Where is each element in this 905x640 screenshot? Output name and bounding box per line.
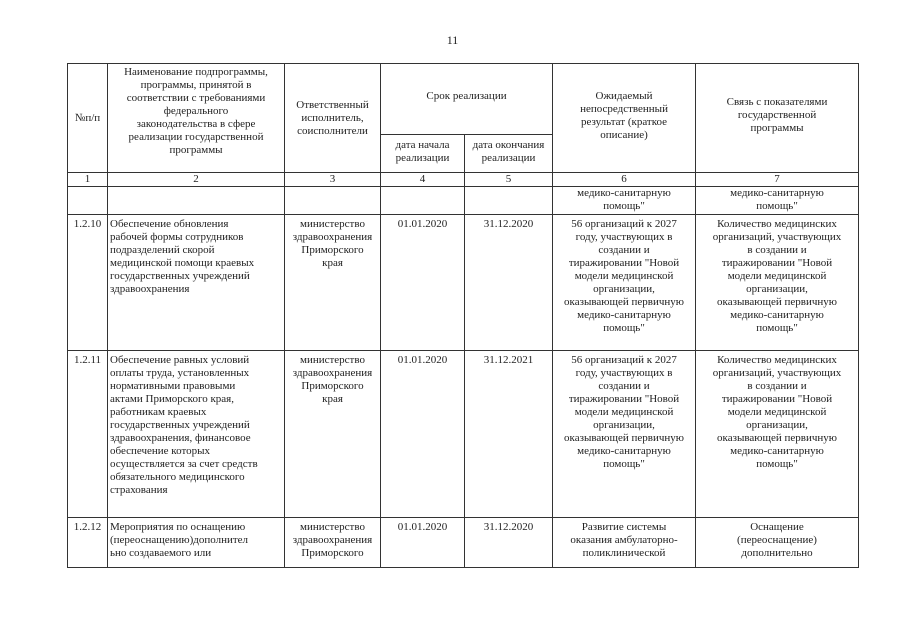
table-row: [68, 518, 859, 568]
continuation-row: [68, 187, 859, 215]
row-num: 1.2.10: [68, 215, 108, 351]
row-name: Обеспечение обновления рабочей формы сотрудников подразделений скорой медицинской помощи краевых государственных учреждений здравоохранения: [108, 215, 285, 351]
page-number: 11: [446, 33, 459, 47]
column-number: 7: [696, 173, 859, 187]
column-number: 6: [553, 173, 696, 187]
row-num: 1.2.12: [68, 518, 108, 568]
cont-empty-executor: [285, 187, 381, 215]
cont-empty-num: [68, 187, 108, 215]
column-number: 2: [108, 173, 285, 187]
row-result: 56 организаций к 2027 году, участвующих в создании и тиражировании "Новой модели медицинской организации, оказывающей первичную медико-санитарную помощь": [553, 215, 696, 351]
row-num: 1.2.11: [68, 351, 108, 518]
header-term: Срок реализации: [381, 64, 553, 135]
cont-empty-start: [381, 187, 465, 215]
cont-link: медико-санитарную помощь": [696, 187, 859, 215]
row-start-date: 01.01.2020: [381, 215, 465, 351]
row-executor: министерство здравоохранения Приморского края: [285, 215, 381, 351]
cont-empty-end: [465, 187, 553, 215]
row-start-date: 01.01.2020: [381, 351, 465, 518]
column-number: 5: [465, 173, 553, 187]
row-name: Мероприятия по оснащению (переоснащению)дополнител ьно создаваемого или: [108, 518, 285, 568]
row-end-date: 31.12.2020: [465, 215, 553, 351]
row-link: Количество медицинских организаций, участвующих в создании и тиражировании "Новой модели медицинской организации, оказывающей первичную медико-санитарную помощь": [696, 215, 859, 351]
row-end-date: 31.12.2021: [465, 351, 553, 518]
header-link: Связь с показателями государственной программы: [696, 64, 859, 173]
row-end-date: 31.12.2020: [465, 518, 553, 568]
cont-result: медико-санитарную помощь": [553, 187, 696, 215]
row-result: 56 организаций к 2027 году, участвующих в создании и тиражировании "Новой модели медицинской организации, оказывающей первичную медико-санитарную помощь": [553, 351, 696, 518]
column-number: 3: [285, 173, 381, 187]
row-executor: министерство здравоохранения Приморского края: [285, 351, 381, 518]
cont-empty-name: [108, 187, 285, 215]
row-link: Количество медицинских организаций, участвующих в создании и тиражировании "Новой модели медицинской организации, оказывающей первичную медико-санитарную помощь": [696, 351, 859, 518]
row-start-date: 01.01.2020: [381, 518, 465, 568]
header-name: Наименование подпрограммы, программы, принятой в соответствии с требованиями федерального законодательства в сфере реализации государственной программы: [108, 64, 285, 173]
row-executor: министерство здравоохранения Приморского: [285, 518, 381, 568]
program-table: [67, 63, 859, 568]
header-row: [68, 64, 859, 135]
column-number: 1: [68, 173, 108, 187]
row-result: Развитие системы оказания амбулаторно- поликлинической: [553, 518, 696, 568]
header-start-date: дата начала реализации: [381, 135, 465, 173]
table-row: [68, 215, 859, 351]
column-number-row: [68, 173, 859, 187]
header-num: №п/п: [68, 64, 108, 173]
column-number: 4: [381, 173, 465, 187]
row-name: Обеспечение равных условий оплаты труда, установленных нормативными правовыми актами Приморского края, работникам краевых государственных учреждений здравоохранения, финансовое обеспечение которых осуществляется за счет средств обязательного медицинского страхования: [108, 351, 285, 518]
header-executor: Ответственный исполнитель, соисполнители: [285, 64, 381, 173]
table-row: [68, 351, 859, 518]
header-result: Ожидаемый непосредственный результат (краткое описание): [553, 64, 696, 173]
row-link: Оснащение (переоснащение) дополнительно: [696, 518, 859, 568]
header-end-date: дата окончания реализации: [465, 135, 553, 173]
